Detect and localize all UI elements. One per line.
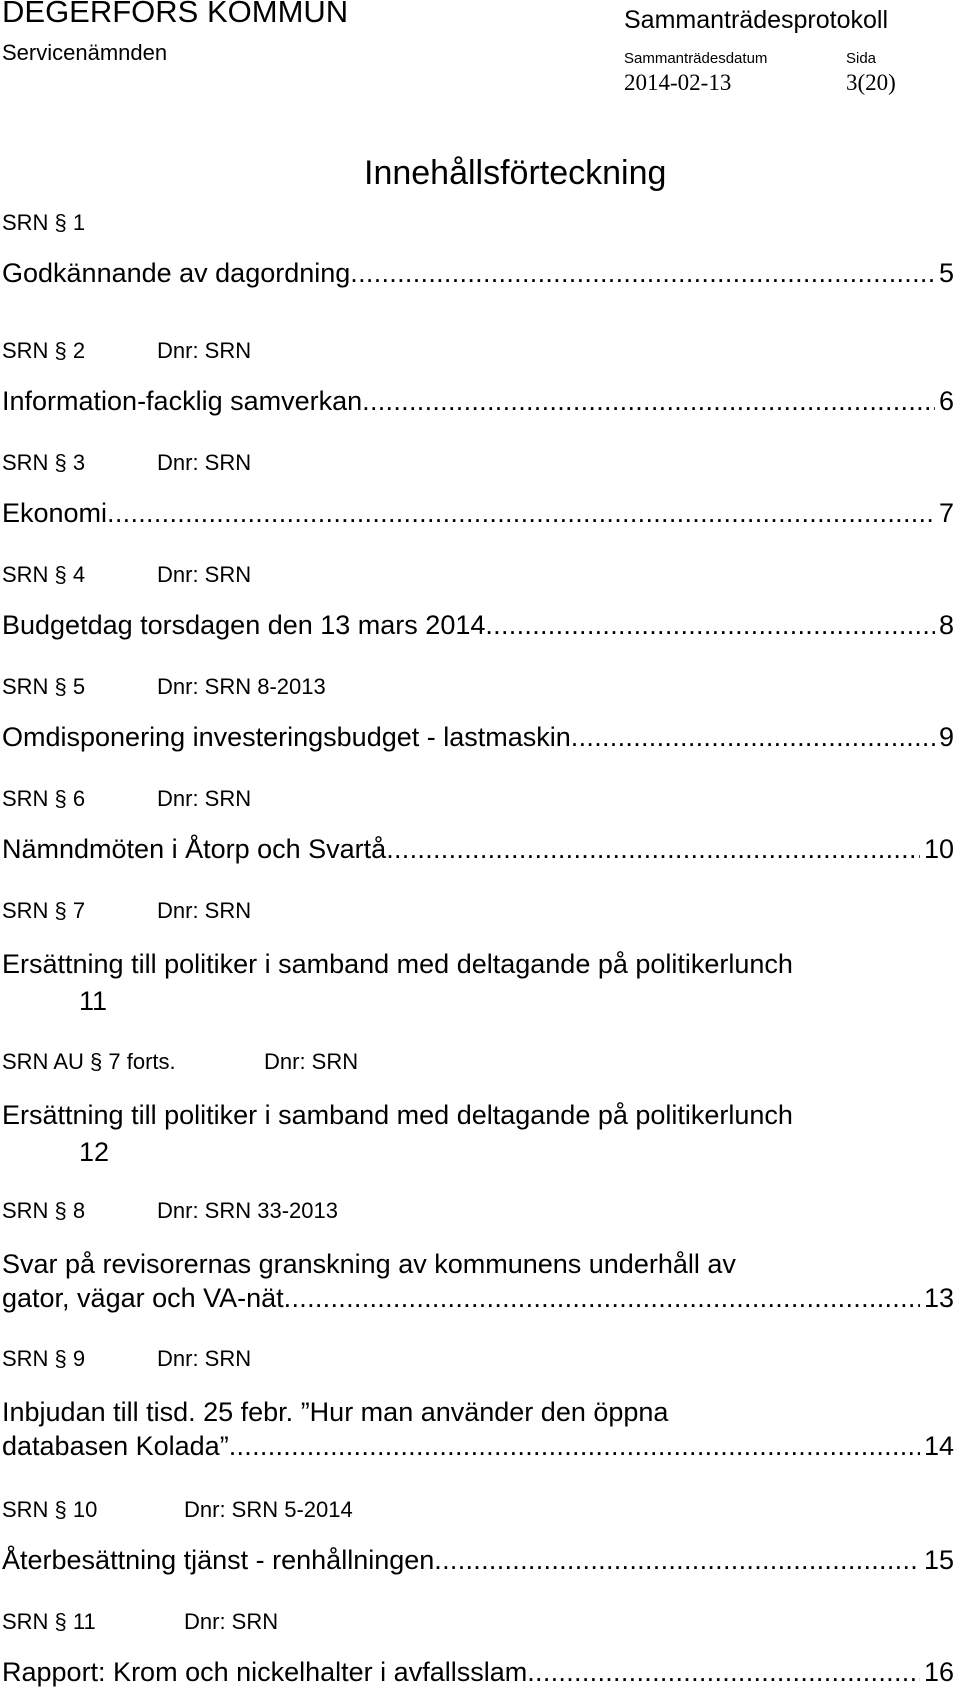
toc-entry-title: Omdisponering investeringsbudget - lastmaskin — [2, 722, 571, 752]
toc-entry — [2, 898, 954, 1020]
dnr-reference: Dnr: SRN — [157, 562, 252, 587]
dot-leader — [107, 498, 935, 529]
section-code: SRN § 11 — [2, 1609, 96, 1634]
toc-entry-title: Återbesättning tjänst - renhållningen — [2, 1545, 435, 1575]
dnr-reference: Dnr: SRN — [184, 1609, 279, 1634]
section-code: SRN § 8 — [2, 1198, 86, 1223]
toc-entry — [2, 1198, 954, 1314]
toc-line[interactable] — [2, 1431, 954, 1462]
section-code: SRN § 10 — [2, 1497, 98, 1522]
toc-page-number: 9 — [938, 722, 954, 752]
toc-line[interactable] — [2, 1545, 954, 1576]
section-code: SRN § 5 — [2, 674, 86, 699]
toc-entry-title: Budgetdag torsdagen den 13 mars 2014 — [2, 610, 486, 640]
document-type: Sammanträdesprotokoll — [624, 6, 889, 34]
meeting-date: 2014-02-13 — [624, 70, 732, 95]
toc-entry-title: Nämndmöten i Åtorp och Svartå — [2, 834, 387, 864]
toc-page-number: 16 — [923, 1657, 954, 1687]
dot-leader — [386, 834, 920, 865]
meeting-date-label: Sammanträdesdatum — [624, 50, 768, 67]
toc-page-number: 13 — [923, 1283, 954, 1313]
dot-leader — [527, 1657, 920, 1688]
section-code: SRN § 4 — [2, 562, 86, 587]
toc-entry — [2, 1497, 954, 1576]
dot-leader — [434, 1545, 920, 1576]
toc-entry — [2, 1346, 954, 1462]
section-code: SRN § 7 — [2, 898, 86, 923]
toc-entry — [2, 210, 954, 289]
toc-title: Innehållsförteckning — [364, 154, 667, 192]
section-code: SRN § 1 — [2, 210, 86, 235]
toc-page-number: 6 — [938, 386, 954, 416]
toc-entry-title: Rapport: Krom och nickelhalter i avfallsslam — [2, 1657, 528, 1687]
dot-leader — [229, 1431, 920, 1462]
toc-entry-title[interactable]: Ersättning till politiker i samband med deltagande på politikerlunch — [2, 1100, 793, 1130]
toc-page-number: 8 — [938, 610, 954, 640]
toc-entry — [2, 674, 954, 753]
toc-entry — [2, 562, 954, 641]
toc-line[interactable] — [2, 834, 954, 865]
dnr-reference: Dnr: SRN 5-2014 — [184, 1497, 353, 1522]
toc-line[interactable] — [2, 258, 954, 289]
toc-page-number: 5 — [938, 258, 954, 288]
dnr-reference: Dnr: SRN 33-2013 — [157, 1198, 338, 1223]
toc-entry-title[interactable]: Ersättning till politiker i samband med deltagande på politikerlunch — [2, 949, 793, 979]
dot-leader — [284, 1283, 920, 1314]
toc-entry-title: Godkännande av dagordning — [2, 258, 351, 288]
toc-entry-title-continued: gator, vägar och VA-nät — [2, 1283, 284, 1313]
toc-entry — [2, 786, 954, 865]
toc-line[interactable] — [2, 722, 954, 753]
toc-line[interactable] — [2, 1283, 954, 1314]
toc-line[interactable] — [2, 1657, 954, 1688]
section-code: SRN § 9 — [2, 1346, 86, 1371]
toc-page-number: 11 — [79, 986, 108, 1016]
toc-entry — [2, 1609, 954, 1688]
dot-leader — [362, 386, 935, 417]
dnr-reference: Dnr: SRN — [157, 338, 252, 363]
toc-line[interactable] — [2, 498, 954, 529]
toc-page-number: 14 — [923, 1431, 954, 1461]
department-name: Servicenämnden — [2, 40, 168, 65]
toc-entry-title[interactable]: Svar på revisorernas granskning av kommunens underhåll av — [2, 1249, 736, 1279]
toc-page-number: 7 — [938, 498, 954, 528]
toc-entry-title[interactable]: Inbjudan till tisd. 25 febr. ”Hur man använder den öppna — [2, 1397, 669, 1427]
dnr-reference: Dnr: SRN — [157, 786, 252, 811]
section-code: SRN § 6 — [2, 786, 86, 811]
dnr-reference: Dnr: SRN — [157, 450, 252, 475]
toc-entry — [2, 1049, 954, 1171]
toc-entry-title-continued: databasen Kolada” — [2, 1431, 229, 1461]
toc-line[interactable] — [2, 610, 954, 641]
page-number: 3(20) — [846, 70, 896, 95]
dot-leader — [350, 258, 935, 289]
section-code: SRN AU § 7 forts. — [2, 1049, 176, 1074]
section-code: SRN § 2 — [2, 338, 86, 363]
toc-page-number: 12 — [79, 1137, 110, 1167]
dnr-reference: Dnr: SRN 8-2013 — [157, 674, 326, 699]
dnr-reference: Dnr: SRN — [264, 1049, 359, 1074]
dnr-reference: Dnr: SRN — [157, 1346, 252, 1371]
toc-entry-title: Information-facklig samverkan — [2, 386, 363, 416]
organization-name: DEGERFORS KOMMUN — [2, 0, 349, 29]
toc-entry — [2, 338, 954, 417]
dnr-reference: Dnr: SRN — [157, 898, 252, 923]
toc-page-number: 15 — [923, 1545, 954, 1575]
dot-leader — [571, 722, 935, 753]
toc-entry — [2, 450, 954, 529]
toc-page-number: 10 — [923, 834, 954, 864]
toc-entry-title: Ekonomi — [2, 498, 108, 528]
dot-leader — [485, 610, 935, 641]
toc-line[interactable] — [2, 386, 954, 417]
section-code: SRN § 3 — [2, 450, 86, 475]
page-label: Sida — [846, 50, 877, 67]
